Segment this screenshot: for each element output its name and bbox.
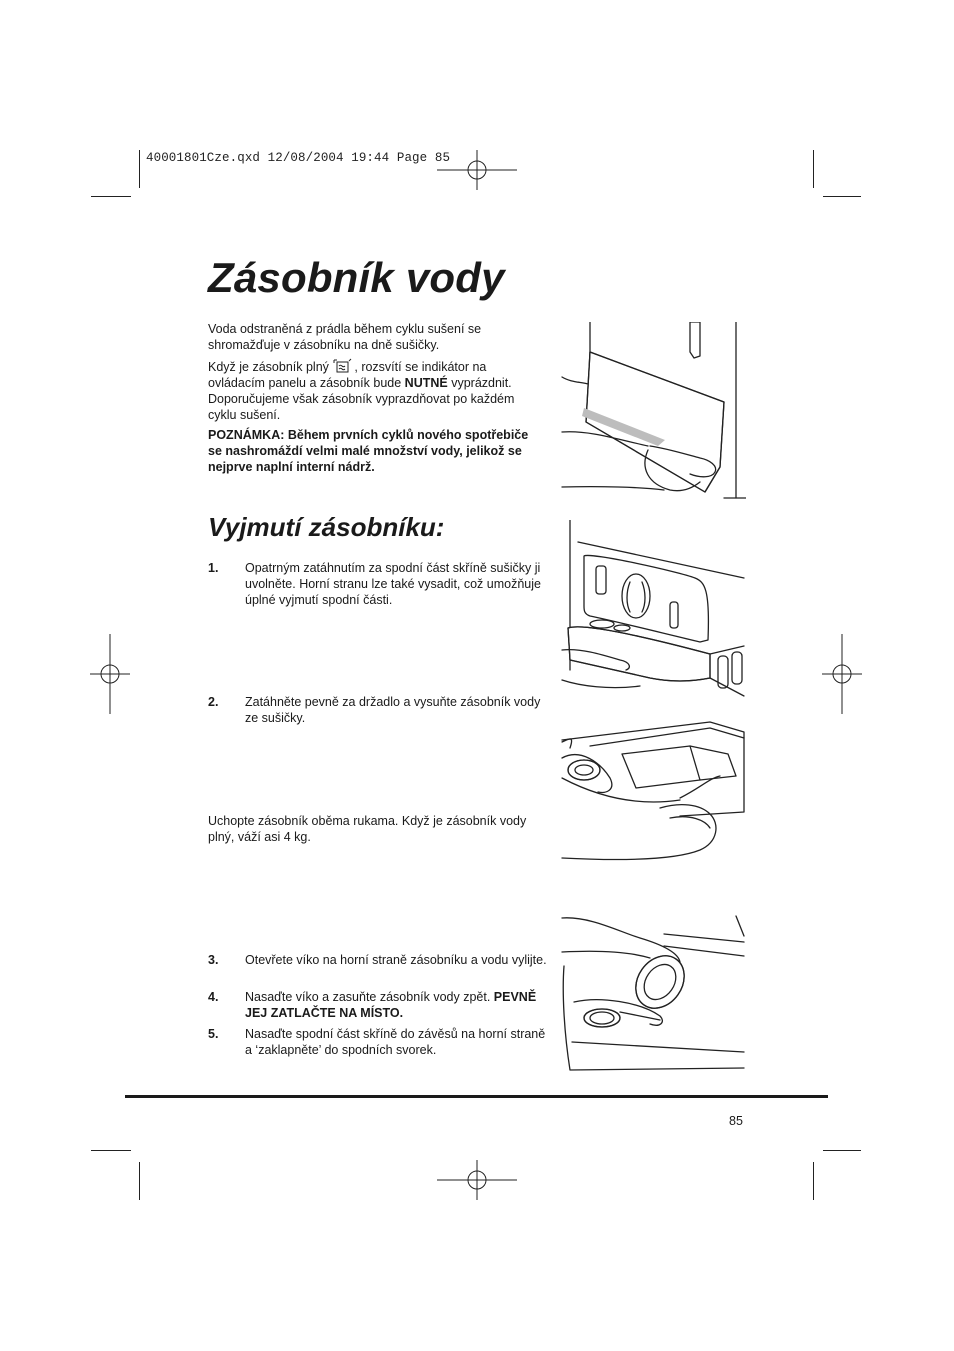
step-text-a: Nasaďte víko a zasuňte zásobník vody zpět. bbox=[245, 990, 494, 1004]
intro-paragraph: Voda odstraněná z prádla během cyklu sušení se shromažďuje v zásobníku na dně sušičky. bbox=[208, 322, 482, 352]
crop-mark bbox=[91, 1150, 131, 1151]
step-text bbox=[245, 989, 553, 1021]
indicator-text-bold: NUTNÉ bbox=[404, 376, 448, 390]
step-text: Zatáhněte pevně za držadlo a vysuňte zásobník vody ze sušičky. bbox=[245, 695, 541, 725]
crop-mark bbox=[813, 150, 814, 188]
page-title: Zásobník vody bbox=[208, 254, 505, 301]
indicator-paragraph bbox=[208, 358, 538, 423]
crop-mark bbox=[139, 150, 140, 188]
step-number: 2. bbox=[208, 695, 219, 709]
crop-mark bbox=[139, 1162, 140, 1200]
print-slug: 40001801Cze.qxd 12/08/2004 19:44 Page 85 bbox=[146, 151, 451, 165]
registration-mark-left bbox=[90, 634, 130, 714]
indicator-text-c: vyprázdnit. Doporučujeme však zásobník vyprazdňovat po každém cyklu sušení. bbox=[208, 376, 515, 422]
illustration-carry-tank bbox=[560, 718, 746, 868]
step-text: Opatrným zatáhnutím za spodní část skříně sušičky ji uvolněte. Horní stranu lze také vysadit, což umožňuje úplné vyjmutí spodní části. bbox=[245, 561, 541, 607]
step-number: 1. bbox=[208, 561, 219, 575]
step-number: 3. bbox=[208, 953, 219, 967]
water-tank-full-icon bbox=[332, 358, 354, 374]
illustration-remove-plinth bbox=[560, 322, 746, 502]
crop-mark bbox=[823, 196, 861, 197]
step-text: Otevřete víko na horní straně zásobníku a vodu vylijte. bbox=[245, 953, 547, 967]
registration-mark-top bbox=[437, 150, 517, 190]
step-number: 4. bbox=[208, 990, 219, 1004]
grip-note: Uchopte zásobník oběma rukama. Když je zásobník vody plný, váží asi 4 kg. bbox=[208, 814, 527, 844]
section-subtitle: Vyjmutí zásobníku: bbox=[208, 512, 445, 542]
crop-mark bbox=[91, 196, 131, 197]
page-number: 85 bbox=[729, 1114, 743, 1128]
registration-mark-right bbox=[822, 634, 862, 714]
footer-rule bbox=[125, 1095, 828, 1098]
crop-mark bbox=[823, 1150, 861, 1151]
note-paragraph: POZNÁMKA: Během prvních cyklů nového spotřebiče se nashromáždí velmi malé množství vody, jelikož se nejprve naplní interní nádrž. bbox=[208, 428, 529, 474]
indicator-text-b: , rozsvítí se indikátor na ovládacím panelu a zásobník bude bbox=[208, 360, 487, 390]
crop-mark bbox=[813, 1162, 814, 1200]
step-number: 5. bbox=[208, 1027, 219, 1041]
illustration-open-lid bbox=[560, 912, 746, 1076]
registration-mark-bottom bbox=[437, 1160, 517, 1200]
indicator-text-a: Když je zásobník plný bbox=[208, 360, 333, 374]
step-text: Nasaďte spodní část skříně do závěsů na horní straně a ‘zaklapněte’ do spodních svorek. bbox=[245, 1027, 546, 1057]
illustration-tank-in-plinth bbox=[560, 520, 746, 702]
step-text-bold: PEVNĚ JEJ ZATLAČTE NA MÍSTO. bbox=[245, 990, 537, 1020]
